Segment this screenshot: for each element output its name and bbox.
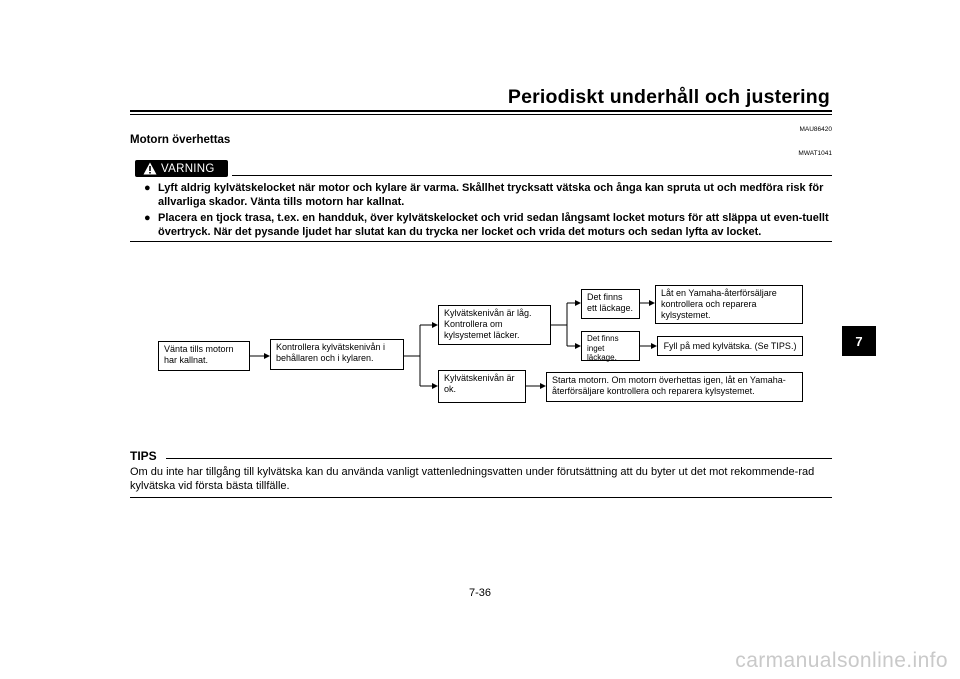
page-number: 7-36 bbox=[468, 587, 492, 599]
watermark: carmanualsonline.info bbox=[735, 649, 948, 672]
warning-item-text: Lyft aldrig kylvätskelocket när motor och kylare är varma. Skållhet trycksatt vätska och ånga kan spruta ut och medföra risk för allvarliga skador. Vänta tills motorn har kallnat. bbox=[158, 182, 824, 208]
flow-leak-box: Det finns ett läckage. bbox=[581, 289, 640, 319]
warning-item-text: Placera en tjock trasa, t.ex. en handduk, över kylvätskelocket och vrid sedan långsamt locket moturs för att släppa ut even-tuellt övertryck. När det pysande ljudet har slutat kan du trycka ner locket och vrida det moturs och sedan lyfta av locket. bbox=[158, 212, 829, 238]
flow-check-box: Kontrollera kylvätskenivån i behållaren och i kylaren. bbox=[270, 339, 404, 370]
page-title: Periodiskt underhåll och justering bbox=[507, 86, 830, 108]
flow-fill-box: Fyll på med kylvätska. (Se TIPS.) bbox=[657, 336, 803, 356]
warning-code: MWAT1041 bbox=[798, 150, 832, 157]
section-heading: Motorn överhettas bbox=[130, 134, 231, 146]
warning-label: VARNING bbox=[161, 162, 215, 175]
tips-rule bbox=[166, 458, 832, 459]
chapter-tab: 7 bbox=[842, 326, 876, 356]
section-code: MAU86420 bbox=[799, 126, 832, 133]
bullet-icon: ● bbox=[144, 182, 151, 194]
flow-ok-box: Kylvätskenivån är ok. bbox=[438, 370, 526, 403]
flow-restart-box: Starta motorn. Om motorn överhettas igen, låt en Yamaha-återförsäljare kontrollera och reparera kylsystemet. bbox=[546, 372, 803, 402]
tips-label: TIPS bbox=[130, 449, 157, 463]
flow-wait-box: Vänta tills motorn har kallnat. bbox=[158, 341, 250, 371]
bullet-icon: ● bbox=[144, 212, 151, 224]
flow-noleak-box: Det finns inget läckage. bbox=[581, 331, 640, 361]
tips-end-rule bbox=[130, 497, 832, 498]
flow-dealer-box: Låt en Yamaha-återförsäljare kontrollera och reparera kylsystemet. bbox=[655, 285, 803, 324]
flow-low-box: Kylvätskenivån är låg. Kontrollera om kylsystemet läcker. bbox=[438, 305, 551, 345]
tips-text: Om du inte har tillgång till kylvätska kan du använda vanligt vattenledningsvatten under förutsättning att du byter ut det mot rekommende-rad kylvätska vid första bästa tillfälle. bbox=[130, 466, 815, 492]
